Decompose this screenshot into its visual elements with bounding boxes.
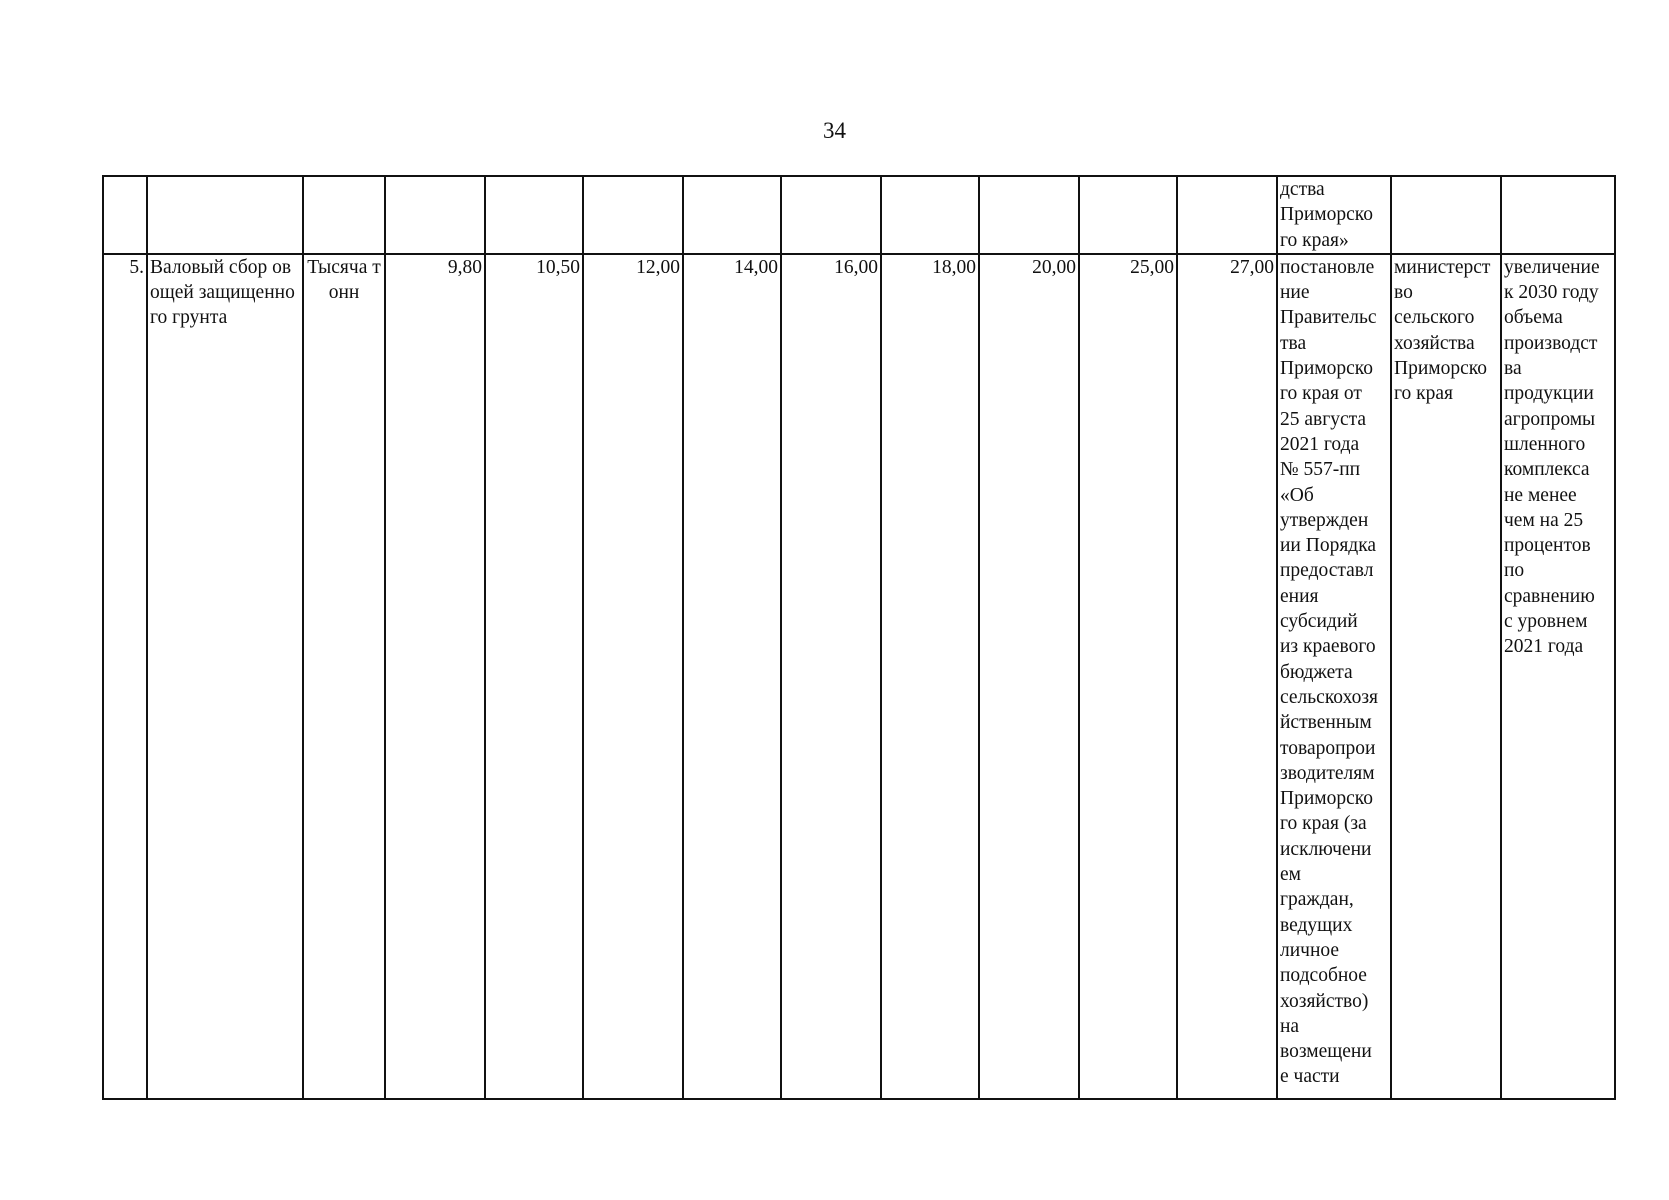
cell-empty bbox=[979, 176, 1079, 254]
cell-empty bbox=[781, 176, 881, 254]
cell-empty bbox=[683, 176, 781, 254]
cell-normative-act: постановле ние Правительс тва Приморско го края от 25 августа 2021 года № 557-пп «Об утвержден ии Порядка предоставл ения субсидий из краевого бюджета сельскохозя йственным товаропрои зводителям Приморско го края (за исключени ем граждан, ведущих личное подсобное хозяйство) на возмещени е части bbox=[1277, 254, 1391, 1099]
cell-empty bbox=[881, 176, 979, 254]
cell-responsible: министерст во сельского хозяйства Приморско го края bbox=[1391, 254, 1501, 1099]
cell-empty bbox=[385, 176, 485, 254]
cell-row-number: 5. bbox=[103, 254, 147, 1099]
cell-value: 9,80 bbox=[385, 254, 485, 1099]
cell-result: увеличение к 2030 году объема производст ва продукции агропромы шленного комплекса не менее чем на 25 процентов по сравнению с уровнем 2021 года bbox=[1501, 254, 1615, 1099]
cell-empty bbox=[1177, 176, 1277, 254]
cell-empty bbox=[303, 176, 385, 254]
cell-empty bbox=[1079, 176, 1177, 254]
cell-value: 10,50 bbox=[485, 254, 583, 1099]
cell-value: 18,00 bbox=[881, 254, 979, 1099]
indicator-table bbox=[102, 175, 1616, 1100]
cell-value: 27,00 bbox=[1177, 254, 1277, 1099]
cell-empty bbox=[1501, 176, 1615, 254]
continued-row bbox=[103, 176, 1615, 254]
cell-empty bbox=[103, 176, 147, 254]
table-row bbox=[103, 254, 1615, 1099]
cell-value: 25,00 bbox=[1079, 254, 1177, 1099]
cell-empty bbox=[1391, 176, 1501, 254]
cell-unit: Тысяча тонн bbox=[303, 254, 385, 1099]
cell-empty bbox=[147, 176, 303, 254]
cell-value: 20,00 bbox=[979, 254, 1079, 1099]
page-number: 34 bbox=[823, 118, 846, 143]
cell-normative-act-continued: дства Приморско го края» bbox=[1277, 176, 1391, 254]
cell-value: 12,00 bbox=[583, 254, 683, 1099]
cell-value: 14,00 bbox=[683, 254, 781, 1099]
cell-empty bbox=[583, 176, 683, 254]
cell-value: 16,00 bbox=[781, 254, 881, 1099]
cell-empty bbox=[485, 176, 583, 254]
cell-indicator-name: Валовый сбор овощей защищенного грунта bbox=[147, 254, 303, 1099]
